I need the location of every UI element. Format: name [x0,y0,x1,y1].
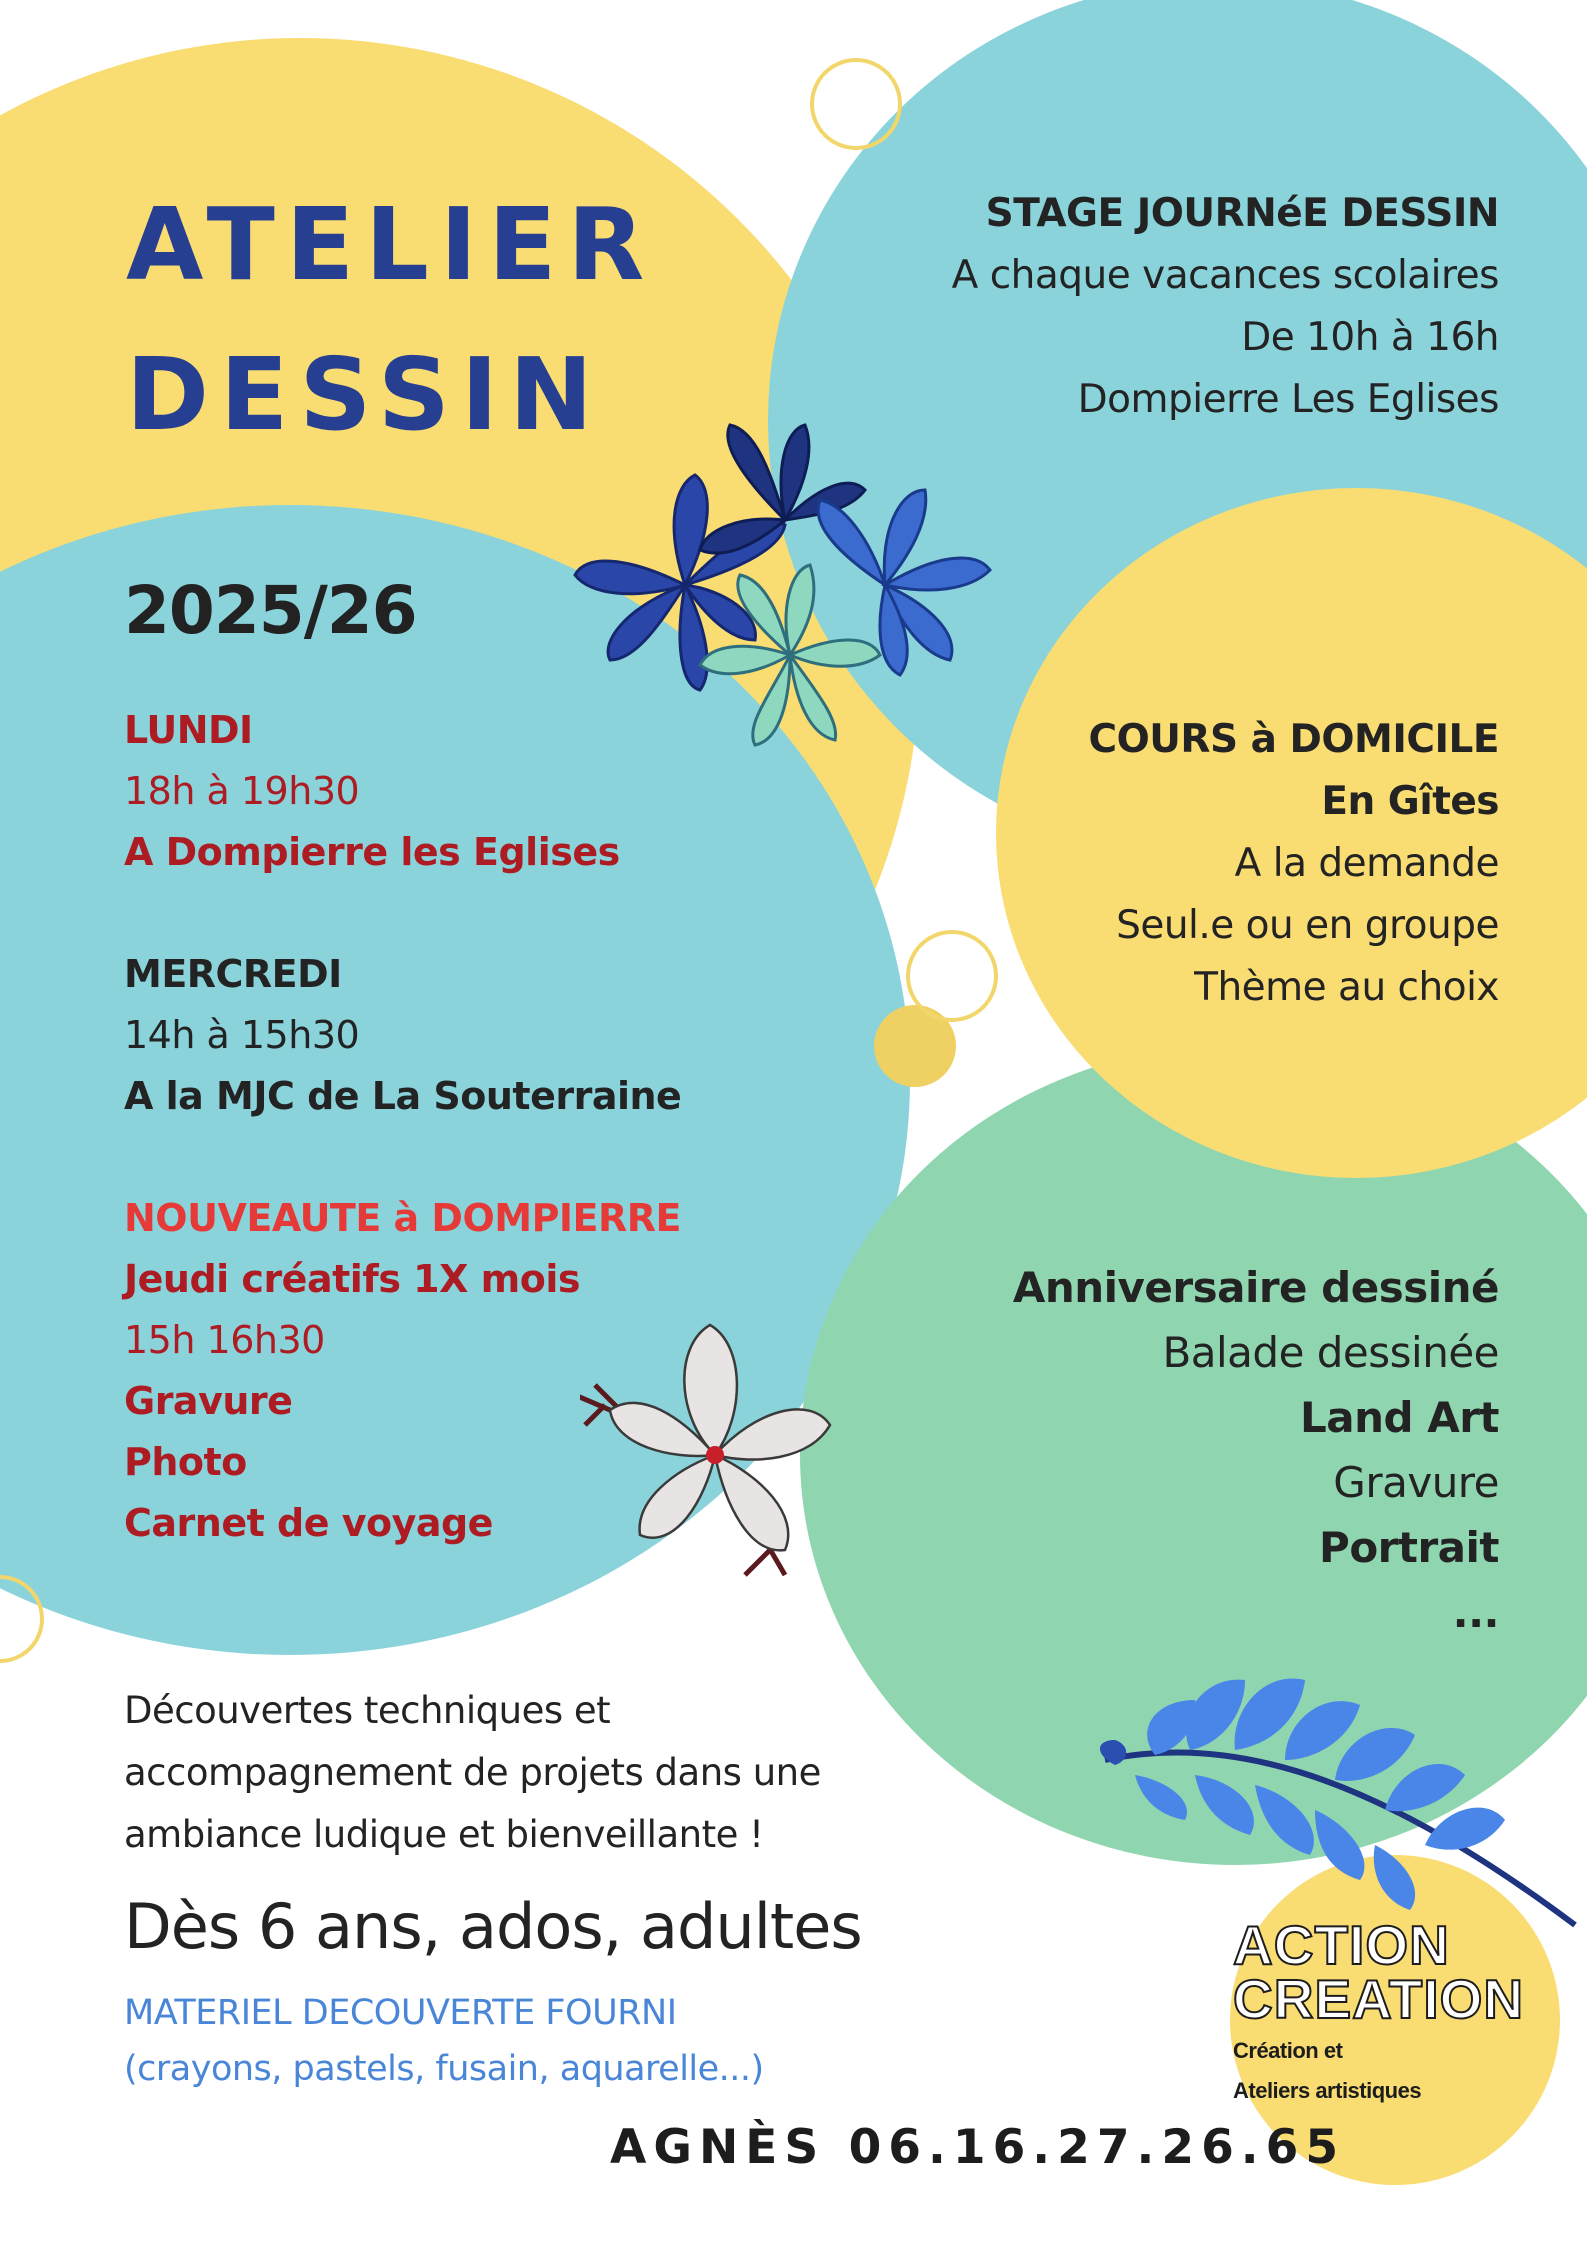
mercredi-time: 14h à 15h30 [124,1013,360,1057]
nouveaute-title: NOUVEAUTE à DOMPIERRE [124,1196,681,1240]
cours-line: Seul.e ou en groupe [1116,903,1499,948]
nouveaute-item: Gravure [124,1379,293,1423]
activity-item: Portrait [1319,1523,1499,1572]
materiel [124,1985,764,2097]
cours-block [1088,709,1499,1019]
logo-sub-1: Création et [1233,2038,1343,2063]
nouveaute-item: Photo [124,1440,247,1484]
title-line-2: DESSIN [126,336,604,453]
blue-leaf-branch-icon [1095,1670,1587,1940]
ages: Dès 6 ans, ados, adultes [124,1890,862,1963]
stage-block [952,183,1499,431]
activity-item: Gravure [1333,1458,1499,1507]
lundi-time: 18h à 19h30 [124,769,360,813]
nouveaute-item: Carnet de voyage [124,1501,493,1545]
description-line: Découvertes techniques et [124,1689,611,1732]
activity-item: Anniversaire dessiné [1012,1263,1499,1312]
activities-block [1013,1255,1499,1645]
white-flower-icon [580,1310,870,1590]
mercredi-place: A la MJC de La Souterraine [124,1074,682,1118]
description-line: accompagnement de projets dans une [124,1751,821,1794]
ring-middle [906,930,998,1022]
cours-line: Thème au choix [1194,965,1499,1010]
contact-phone: AGNÈS 06.16.27.26.65 [610,2120,1346,2175]
stage-line: A chaque vacances scolaires [951,253,1499,298]
ring-top [810,58,902,150]
description-line: ambiance ludique et bienveillante ! [124,1813,764,1856]
description [124,1680,821,1866]
activity-item: Land Art [1300,1393,1499,1442]
activity-item: ... [1452,1588,1499,1637]
mercredi-day: MERCREDI [124,952,342,996]
nouveaute-subtitle: Jeudi créatifs 1X mois [124,1257,580,1301]
stage-line: Dompierre Les Eglises [1077,377,1499,422]
cours-subtitle: En Gîtes [1321,779,1499,824]
title-line-1: ATELIER [126,186,656,303]
activity-item: Balade dessinée [1162,1328,1499,1377]
stage-title: STAGE JOURNéE DESSIN [985,191,1499,236]
materiel-line-2: (crayons, pastels, fusain, aquarelle...) [124,2049,764,2089]
action-creation-logo [1233,1914,1525,2106]
blue-flower-cluster-icon [560,410,1030,750]
logo-sub-2: Ateliers artistiques [1233,2078,1422,2103]
materiel-line-1: MATERIEL DECOUVERTE FOURNI [124,1993,677,2033]
cours-line: A la demande [1234,841,1499,886]
logo-word-creation: CREATION [1233,1968,1525,2030]
lundi-day: LUNDI [124,708,253,752]
season-year: 2025/26 [124,572,417,649]
nouveaute-time: 15h 16h30 [124,1318,325,1362]
logo-word-action: ACTION [1233,1914,1450,1976]
lundi-place: A Dompierre les Eglises [124,830,620,874]
stage-line: De 10h à 16h [1241,315,1499,360]
cours-title: COURS à DOMICILE [1088,717,1499,762]
